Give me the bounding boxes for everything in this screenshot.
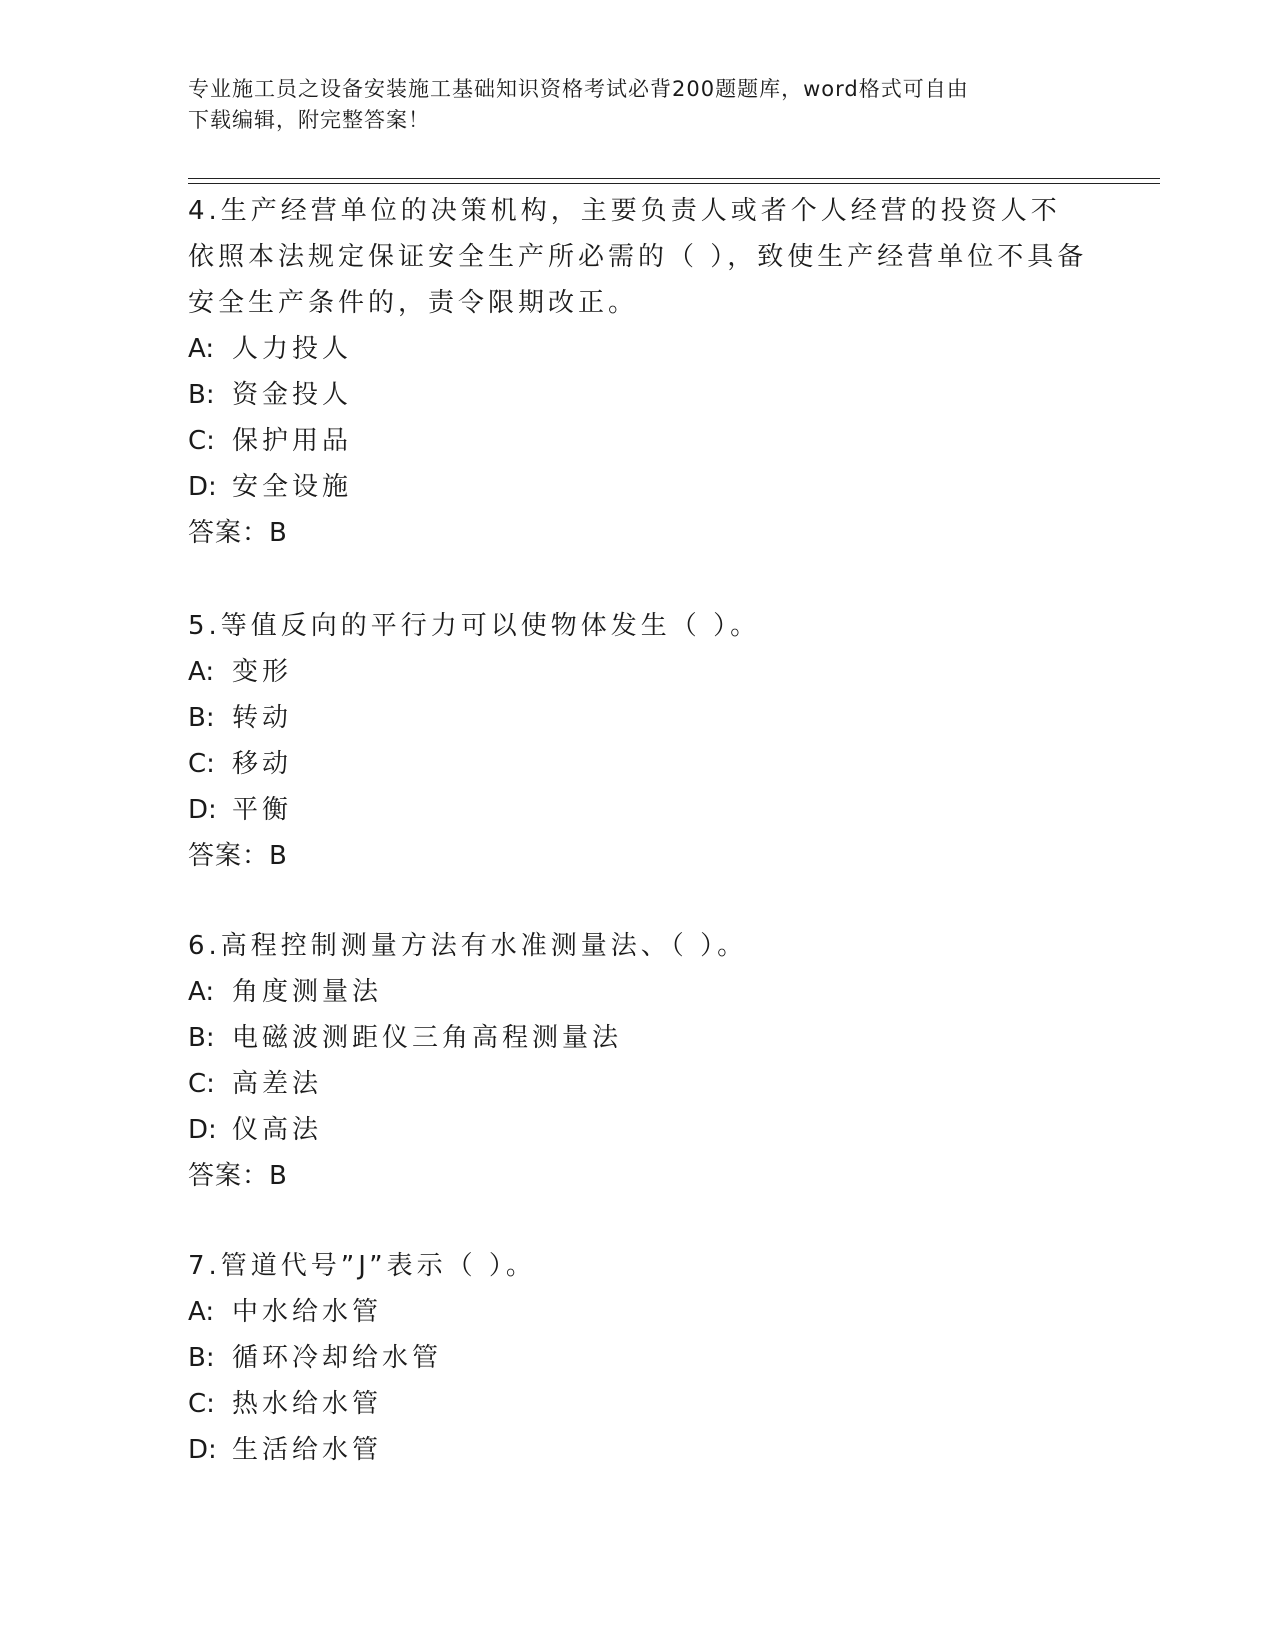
document-header <box>188 74 1088 136</box>
answer-line: 答案：B <box>188 1161 288 1191</box>
option-b <box>188 1335 1088 1381</box>
option-letter: B: <box>188 380 215 410</box>
option-letter: C: <box>188 749 215 779</box>
option-letter: C: <box>188 1389 215 1419</box>
option-text: 资金投人 <box>232 380 353 410</box>
option-letter: B: <box>188 1343 215 1373</box>
header-divider-bottom <box>188 183 1160 184</box>
option-letter: B: <box>188 703 215 733</box>
question-7 <box>188 1243 1088 1473</box>
option-text: 转动 <box>232 703 293 733</box>
answer-line: 答案：B <box>188 518 288 548</box>
option-letter: D: <box>188 1115 217 1145</box>
option-letter: A: <box>188 334 215 364</box>
option-text: 高差法 <box>232 1069 323 1099</box>
question-text: 7.管道代号”J”表示（ ）。 <box>188 1251 536 1281</box>
question-text: 5.等值反向的平行力可以使物体发生（ ）。 <box>188 611 761 641</box>
question-6 <box>188 923 1088 1199</box>
option-text: 仪高法 <box>232 1115 323 1145</box>
answer-line: 答案：B <box>188 841 288 871</box>
option-text: 人力投人 <box>232 334 353 364</box>
option-text: 安全设施 <box>232 472 353 502</box>
option-letter: A: <box>188 657 215 687</box>
option-c <box>188 1381 1088 1427</box>
option-c <box>188 418 1088 464</box>
question-text: 6.高程控制测量方法有水准测量法、（ ）。 <box>188 931 748 961</box>
option-letter: B: <box>188 1023 215 1053</box>
option-letter: C: <box>188 426 215 456</box>
option-d <box>188 464 1088 510</box>
header-line-2: 下载编辑，附完整答案！ <box>188 108 430 132</box>
option-letter: D: <box>188 1435 217 1465</box>
option-text: 保护用品 <box>232 426 353 456</box>
option-letter: D: <box>188 472 217 502</box>
option-d <box>188 787 1088 833</box>
option-d <box>188 1427 1088 1473</box>
option-text: 角度测量法 <box>232 977 383 1007</box>
option-a <box>188 969 1088 1015</box>
option-d <box>188 1107 1088 1153</box>
option-text: 电磁波测距仪三角高程测量法 <box>232 1023 623 1053</box>
option-text: 平衡 <box>232 795 293 825</box>
option-c <box>188 741 1088 787</box>
option-letter: A: <box>188 977 215 1007</box>
option-letter: C: <box>188 1069 215 1099</box>
question-5 <box>188 603 1088 879</box>
option-a <box>188 1289 1088 1335</box>
option-text: 热水给水管 <box>232 1389 383 1419</box>
question-text: 4.生产经营单位的决策机构，主要负责人或者个人经营的投资人不依照本法规定保证安全生产所必需的（ ），致使生产经营单位不具备安全生产条件的，责令限期改正。 <box>188 196 1088 318</box>
option-letter: D: <box>188 795 217 825</box>
option-b <box>188 1015 1088 1061</box>
option-letter: A: <box>188 1297 215 1327</box>
option-b <box>188 695 1088 741</box>
header-divider-top <box>188 178 1160 179</box>
header-line-1: 专业施工员之设备安装施工基础知识资格考试必背200题题库，word格式可自由 <box>188 77 969 101</box>
option-text: 中水给水管 <box>232 1297 383 1327</box>
option-b <box>188 372 1088 418</box>
option-text: 生活给水管 <box>232 1435 383 1465</box>
option-a <box>188 326 1088 372</box>
option-text: 循环冷却给水管 <box>232 1343 443 1373</box>
option-text: 变形 <box>232 657 293 687</box>
option-a <box>188 649 1088 695</box>
option-text: 移动 <box>232 749 293 779</box>
option-c <box>188 1061 1088 1107</box>
question-4 <box>188 188 1088 556</box>
